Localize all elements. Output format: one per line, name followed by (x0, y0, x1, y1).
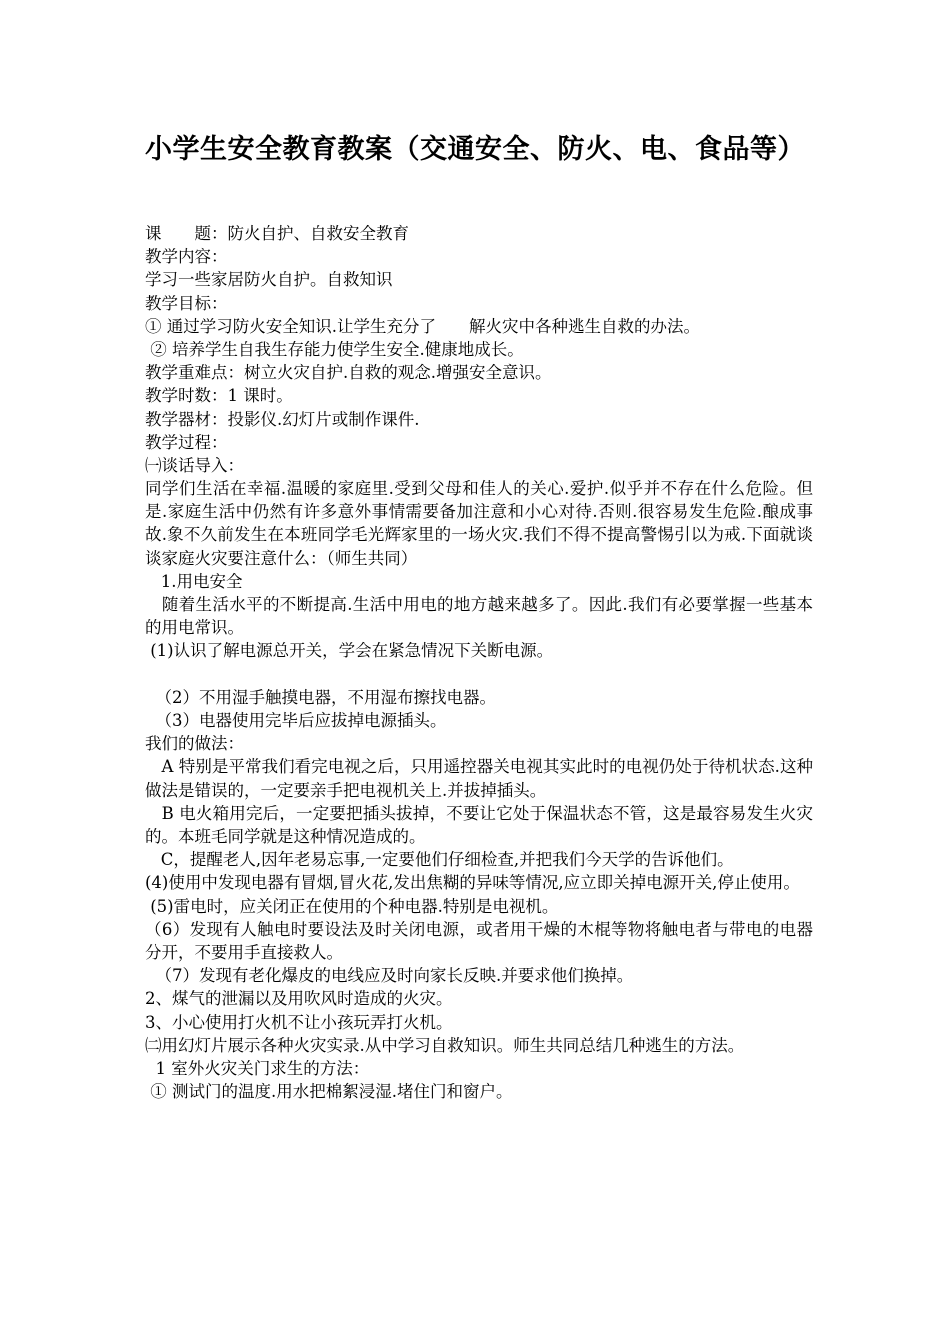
electric-item-6: （6）发现有人触电时要设法及时关闭电源，或者用干燥的木棍等物将触电者与带电的电器分开，不要用手直接救人。 (145, 919, 813, 962)
electric-item-3: （3）电器使用完毕后应拔掉电源插头。 (145, 711, 447, 731)
our-method-label: 我们的做法： (145, 734, 244, 754)
document-title: 小学生安全教育教案（交通安全、防火、电、食品等） (145, 134, 805, 165)
slides-paragraph: ㈡用幻灯片展示各种火灾实录.从中学习自救知识。师生共同总结几种逃生的方法。 (145, 1035, 745, 1055)
intro-paragraph: 同学们生活在幸福.温暖的家庭里.受到父母和佳人的关心.爱护.似乎并不存在什么危险。但是.家庭生活中仍然有许多意外事情需要备加注意和小心对待.否则.很容易发生危险.酿成事故.象不久前发生在本班同学毛光辉家里的一场火灾.我们不得不提高警惕引以为戒.下面就谈谈家庭火灾要注意什么：（师生共同） (145, 479, 813, 568)
goal-item-1: ① 通过学习防火安全知识.让学生充分了 解火灾中各种逃生自救的办法。 (145, 316, 700, 336)
content-text: 学习一些家居防火自护。自救知识 (145, 270, 393, 290)
equipment-line: 教学器材：投影仪.幻灯片或制作课件. (145, 409, 420, 429)
lighter-line: 3、小心使用打火机不让小孩玩弄打火机。 (145, 1012, 453, 1032)
intro-heading: ㈠谈话导入： (145, 455, 244, 475)
process-label: 教学过程： (145, 432, 228, 452)
blank-line (145, 663, 813, 686)
electric-safety-paragraph: 随着生活水平的不断提高.生活中用电的地方越来越多了。因此.我们有必要掌握一些基本的用电常识。 (145, 595, 813, 638)
electric-item-5: (5)雷电时，应关闭正在使用的个种电器.特别是电视机。 (145, 896, 559, 916)
hours-line: 教学时数：1 课时。 (145, 386, 293, 406)
outdoor-escape-heading: 1 室外火灾关门求生的方法： (145, 1058, 370, 1078)
method-c-line: C，提醒老人,因年老易忘事,一定要他们仔细检查,并把我们今天学的告诉他们。 (145, 850, 734, 870)
goal-label: 教学目标： (145, 293, 228, 313)
topic-line: 课 题：防火自护、自救安全教育 (145, 224, 409, 243)
document-body (145, 222, 813, 1103)
content-label: 教学内容： (145, 247, 228, 267)
electric-item-4: (4)使用中发现电器有冒烟,冒火花,发出焦糊的异味等情况,应立即关掉电源开关,停止使用。 (145, 873, 800, 893)
key-points-line: 教学重难点：树立火灾自护.自救的观念.增强安全意识。 (145, 363, 552, 383)
outdoor-escape-item-1: ① 测试门的温度.用水把棉絮浸湿.堵住门和窗户。 (145, 1082, 513, 1102)
electric-item-1: (1)认识了解电源总开关，学会在紧急情况下关断电源。 (145, 641, 554, 661)
electric-safety-heading: 1.用电安全 (145, 571, 243, 591)
goal-item-2: ② 培养学生自我生存能力使学生安全.健康地成长。 (145, 339, 524, 359)
method-a-paragraph: A 特别是平常我们看完电视之后，只用遥控器关电视其实此时的电视仍处于待机状态.这种做法是错误的，一定要亲手把电视机关上.并拔掉插头。 (145, 757, 813, 800)
gas-fire-line: 2、煤气的泄漏以及用吹风时造成的火灾。 (145, 989, 453, 1009)
method-b-paragraph: B 电火箱用完后，一定要把插头拔掉，不要让它处于保温状态不管，这是最容易发生火灾的。本班毛同学就是这种情况造成的。 (145, 803, 813, 847)
electric-item-2: （2）不用湿手触摸电器，不用湿布擦找电器。 (145, 687, 496, 707)
electric-item-7: （7）发现有老化爆皮的电线应及时向家长反映.并要求他们换掉。 (145, 966, 634, 986)
